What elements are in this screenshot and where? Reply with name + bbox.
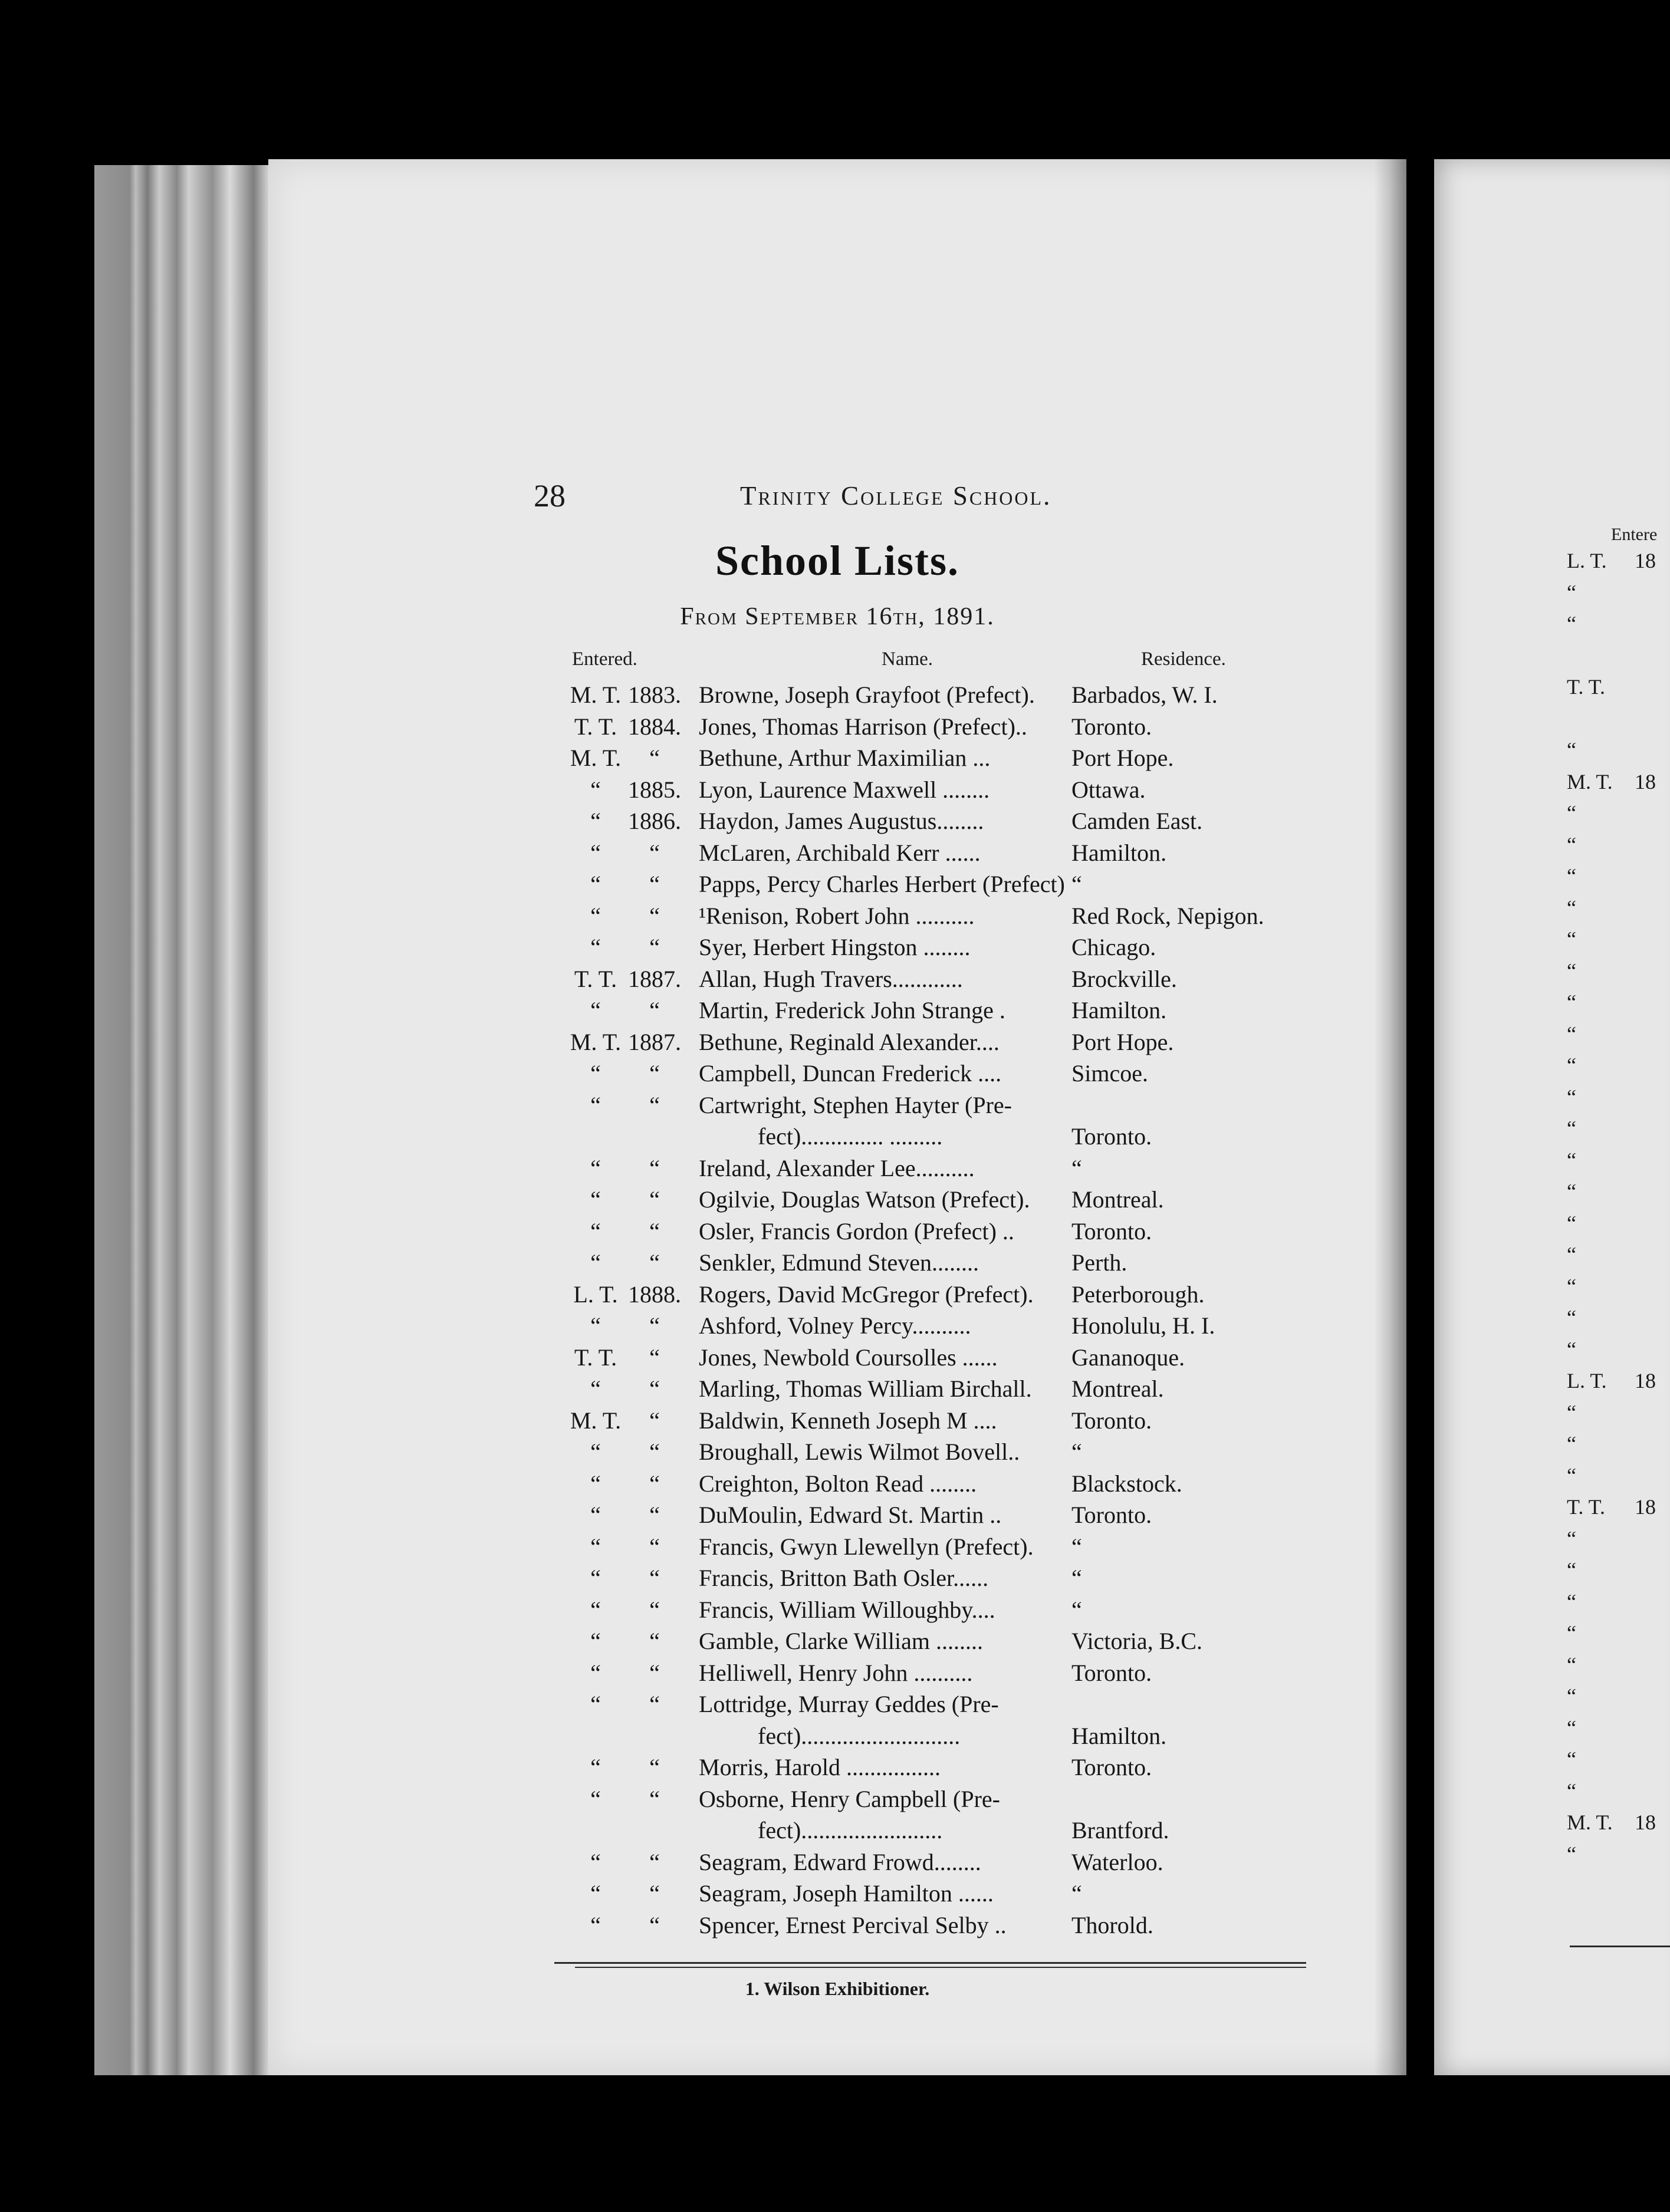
entered-year: “ [649, 1502, 660, 1528]
right-page-row [1434, 1334, 1670, 1366]
right-page-row [1434, 1618, 1670, 1650]
student-residence: Port Hope. [1071, 1028, 1174, 1055]
right-page-content [1434, 159, 1670, 2075]
table-row [268, 1499, 1406, 1531]
student-name: fect)........................... [758, 1722, 961, 1749]
table-row [268, 774, 1406, 806]
table-row [268, 1184, 1406, 1216]
right-page-row [1434, 1744, 1670, 1776]
book-gutter [1374, 159, 1427, 2075]
table-row [268, 742, 1406, 774]
entered-year: “ [649, 1880, 660, 1907]
entered-year: 1884. [628, 713, 681, 740]
entered-year: 1885. [628, 776, 681, 803]
table-row [268, 1405, 1406, 1437]
entered-year: “ [649, 745, 660, 771]
entered-year: 1883. [628, 682, 681, 708]
entered-year: “ [649, 1785, 660, 1812]
table-row [268, 868, 1406, 900]
right-page-term: “ [1567, 1022, 1576, 1046]
right-page-list [1434, 545, 1670, 1870]
student-residence: Hamilton. [1071, 997, 1167, 1023]
student-name: Osborne, Henry Campbell (Pre- [699, 1785, 1000, 1812]
entered-year: “ [649, 1691, 660, 1717]
entered-term: “ [590, 1217, 601, 1245]
table-row [268, 837, 1406, 869]
student-name: Broughall, Lewis Wilmot Bovell.. [699, 1439, 1020, 1465]
student-residence: Perth. [1071, 1249, 1127, 1276]
right-page-term: “ [1567, 1621, 1576, 1645]
right-page-term: “ [1567, 1463, 1576, 1487]
student-name: Jones, Thomas Harrison (Prefect).. [699, 713, 1027, 740]
footnote-rule [554, 1962, 1306, 1964]
footnote-rule-thin [575, 1967, 1306, 1968]
table-row [268, 1279, 1406, 1311]
right-page-row [1434, 545, 1670, 577]
right-page-term: “ [1567, 959, 1576, 983]
table-row [268, 1594, 1406, 1626]
entered-term: T. T. [574, 1344, 617, 1371]
right-page-row [1434, 735, 1670, 766]
student-residence: Hamilton. [1071, 1722, 1167, 1749]
right-page-row [1434, 1681, 1670, 1713]
entered-year: “ [649, 1533, 660, 1560]
column-header-name: Name. [882, 649, 933, 670]
right-page-row [1434, 577, 1670, 609]
right-page-entered-header: Entere [1611, 525, 1658, 544]
right-page-term: L. T. [1567, 1369, 1607, 1393]
right-page-row [1434, 1239, 1670, 1271]
right-page-row [1434, 956, 1670, 988]
table-row [268, 1783, 1406, 1815]
table-row [268, 1026, 1406, 1058]
right-page-term: “ [1567, 1526, 1576, 1551]
right-page-row [1434, 1397, 1670, 1429]
entered-year: “ [649, 1154, 660, 1181]
table-row [268, 1058, 1406, 1089]
entered-year: “ [649, 1407, 660, 1434]
right-page-row [1434, 1776, 1670, 1808]
right-page-term: “ [1567, 1148, 1576, 1172]
right-page-term: “ [1567, 580, 1576, 604]
right-page-term: “ [1567, 1117, 1576, 1140]
entered-term: “ [590, 776, 601, 803]
entered-term: “ [590, 1091, 601, 1118]
entered-term: “ [590, 1060, 601, 1087]
right-page-term: “ [1567, 1684, 1576, 1708]
entered-year: “ [649, 839, 660, 866]
entered-year: “ [649, 1911, 660, 1938]
entered-term: M. T. [570, 682, 622, 708]
table-row [268, 1247, 1406, 1279]
list-date-subtitle: From September 16th, 1891. [680, 603, 995, 630]
student-name: Gamble, Clarke William ........ [699, 1628, 983, 1654]
entered-year: “ [649, 934, 660, 960]
right-page-row [1434, 1713, 1670, 1744]
student-residence: Camden East. [1071, 808, 1203, 834]
table-row [268, 1310, 1406, 1342]
entered-term: “ [590, 1596, 601, 1623]
entered-year: “ [649, 1312, 660, 1339]
student-name: Campbell, Duncan Frederick .... [699, 1060, 1002, 1087]
entered-year: “ [649, 1848, 660, 1875]
right-page-term: “ [1567, 1274, 1576, 1298]
right-page-row [1434, 1271, 1670, 1303]
entered-term: “ [590, 871, 601, 897]
entered-year: “ [649, 1659, 660, 1686]
page-number: 28 [534, 478, 566, 514]
student-residence: “ [1071, 1596, 1082, 1623]
right-page-row [1434, 608, 1670, 640]
right-page-term: T. T. [1567, 1495, 1605, 1519]
entered-term: “ [590, 1659, 601, 1686]
student-name: Cartwright, Stephen Hayter (Pre- [699, 1091, 1012, 1118]
student-residence: Simcoe. [1071, 1060, 1148, 1087]
student-name: ¹Renison, Robert John .......... [699, 902, 975, 929]
student-name: fect)........................ [758, 1817, 943, 1844]
entered-term: “ [590, 1502, 601, 1528]
right-page-row [1434, 1460, 1670, 1492]
student-name: Spencer, Ernest Percival Selby .. [699, 1911, 1007, 1938]
entered-term: “ [590, 1848, 601, 1875]
right-page-term: “ [1567, 927, 1576, 951]
student-name: Ogilvie, Douglas Watson (Prefect). [699, 1186, 1030, 1213]
right-page-term: “ [1567, 1400, 1576, 1424]
student-list [268, 679, 1406, 1941]
table-row [268, 679, 1406, 711]
right-page-term: “ [1567, 990, 1576, 1014]
student-residence: Toronto. [1071, 1659, 1152, 1686]
right-page-row [1434, 1807, 1670, 1839]
student-name: Creighton, Bolton Read ........ [699, 1470, 977, 1497]
entered-year: “ [649, 1628, 660, 1654]
student-residence: Toronto. [1071, 1217, 1152, 1245]
student-name: Lyon, Laurence Maxwell ........ [699, 776, 990, 803]
student-name: Lottridge, Murray Geddes (Pre- [699, 1691, 999, 1717]
right-page-row [1434, 1302, 1670, 1334]
right-page-row [1434, 830, 1670, 861]
right-page-term: “ [1567, 1558, 1576, 1582]
student-name: Francis, Britton Bath Osler...... [699, 1565, 989, 1591]
right-page-row [1434, 1365, 1670, 1397]
student-residence: Montreal. [1071, 1375, 1164, 1402]
column-header-entered: Entered. [572, 649, 637, 670]
running-header: Trinity College School. [740, 481, 1052, 511]
student-name: Papps, Percy Charles Herbert (Prefect) [699, 871, 1065, 897]
right-page-term: T. T. [1567, 675, 1605, 699]
student-residence: Thorold. [1071, 1911, 1153, 1938]
student-name: Bethune, Arthur Maximilian ... [699, 745, 991, 771]
entered-term: “ [590, 902, 601, 929]
right-page-year: 18 [1635, 1495, 1656, 1519]
entered-term: “ [590, 1754, 601, 1780]
right-page-row [1434, 1839, 1670, 1871]
right-page-row [1434, 640, 1670, 672]
right-page-term: “ [1567, 1306, 1576, 1329]
student-residence: Ottawa. [1071, 776, 1146, 803]
entered-year: “ [649, 1186, 660, 1213]
student-residence: Hamilton. [1071, 839, 1167, 866]
student-residence: Peterborough. [1071, 1281, 1205, 1308]
student-residence: “ [1071, 1880, 1082, 1907]
entered-term: “ [590, 1628, 601, 1654]
right-page-term: “ [1567, 738, 1576, 762]
student-residence: “ [1071, 871, 1082, 897]
entered-term: “ [590, 1565, 601, 1591]
table-row [268, 1121, 1406, 1153]
entered-term: “ [590, 1154, 601, 1181]
right-page-term: “ [1567, 1180, 1576, 1203]
right-page-row [1434, 987, 1670, 1019]
right-page-row [1434, 1208, 1670, 1240]
entered-term: “ [590, 1375, 601, 1402]
right-page-row [1434, 1082, 1670, 1114]
student-name: Haydon, James Augustus........ [699, 808, 984, 834]
right-page-term: M. T. [1567, 1811, 1613, 1834]
table-row [268, 995, 1406, 1026]
student-residence: Waterloo. [1071, 1848, 1163, 1875]
right-page-term: “ [1567, 1842, 1576, 1866]
right-page-row [1434, 1492, 1670, 1523]
entered-year: “ [649, 1565, 660, 1591]
entered-year: “ [649, 902, 660, 929]
table-row [268, 1468, 1406, 1500]
entered-term: “ [590, 1691, 601, 1717]
entered-year: “ [649, 1091, 660, 1118]
student-residence: Toronto. [1071, 1754, 1152, 1780]
student-name: Browne, Joseph Grayfoot (Prefect). [699, 682, 1035, 708]
student-name: Bethune, Reginald Alexander.... [699, 1028, 1000, 1055]
right-page-year: 18 [1635, 549, 1656, 572]
student-name: Allan, Hugh Travers............ [699, 965, 963, 992]
student-name: McLaren, Archibald Kerr ...... [699, 839, 981, 866]
entered-term: “ [590, 1911, 601, 1938]
student-residence: Toronto. [1071, 1407, 1152, 1434]
left-page-content [268, 159, 1406, 2075]
entered-year: 1887. [628, 965, 681, 992]
table-row [268, 1436, 1406, 1468]
entered-term: “ [590, 1312, 601, 1339]
right-page-term: “ [1567, 1779, 1576, 1803]
entered-term: “ [590, 1249, 601, 1276]
student-residence: Montreal. [1071, 1186, 1164, 1213]
right-page-year: 18 [1635, 1369, 1656, 1393]
table-row [268, 1910, 1406, 1941]
right-page-row [1434, 1586, 1670, 1618]
table-row [268, 1878, 1406, 1910]
student-name: Ireland, Alexander Lee.......... [699, 1154, 975, 1181]
entered-term: T. T. [574, 965, 617, 992]
right-page-row [1434, 1555, 1670, 1586]
student-name: Osler, Francis Gordon (Prefect) .. [699, 1217, 1014, 1245]
right-page-row [1434, 703, 1670, 735]
right-page-row [1434, 1523, 1670, 1555]
student-residence: Victoria, B.C. [1071, 1628, 1203, 1654]
right-page-term: “ [1567, 612, 1576, 636]
right-page-row [1434, 861, 1670, 893]
entered-year: “ [649, 1754, 660, 1780]
student-name: Senkler, Edmund Steven........ [699, 1249, 979, 1276]
entered-term: M. T. [570, 1407, 622, 1434]
entered-term: “ [590, 1880, 601, 1907]
right-page-row [1434, 672, 1670, 703]
table-row [268, 1720, 1406, 1752]
entered-term: “ [590, 997, 601, 1023]
student-name: Seagram, Edward Frowd........ [699, 1848, 981, 1875]
table-row [268, 1531, 1406, 1563]
right-page-term: L. T. [1567, 549, 1607, 572]
student-name: Martin, Frederick John Strange . [699, 997, 1005, 1023]
footnote: 1. Wilson Exhibitioner. [745, 1978, 930, 1999]
right-page-term: “ [1567, 1211, 1576, 1235]
entered-year: “ [649, 1060, 660, 1087]
right-page-row [1434, 1176, 1670, 1208]
right-page-term: “ [1567, 1432, 1576, 1456]
table-row [268, 963, 1406, 995]
entered-term: “ [590, 1533, 601, 1560]
student-residence: Chicago. [1071, 934, 1156, 960]
student-residence: Brockville. [1071, 965, 1177, 992]
entered-year: 1887. [628, 1028, 681, 1055]
right-page-term: “ [1567, 896, 1576, 920]
table-row [268, 931, 1406, 963]
section-title: School Lists. [715, 537, 960, 584]
right-page-term: “ [1567, 801, 1576, 825]
entered-year: “ [649, 1217, 660, 1245]
right-page-term: “ [1567, 1747, 1576, 1771]
table-row [268, 1153, 1406, 1184]
table-row [268, 1373, 1406, 1405]
right-page-row [1434, 1113, 1670, 1145]
right-page-row [1434, 924, 1670, 956]
right-page-row [1434, 1145, 1670, 1177]
student-residence: Toronto. [1071, 1502, 1152, 1528]
entered-term: “ [590, 839, 601, 866]
entered-term: “ [590, 1470, 601, 1497]
entered-year: “ [649, 1249, 660, 1276]
student-name: Syer, Herbert Hingston ........ [699, 934, 971, 960]
table-row [268, 1657, 1406, 1689]
student-name: Ashford, Volney Percy.......... [699, 1312, 971, 1339]
entered-year: “ [649, 1439, 660, 1465]
table-row [268, 1846, 1406, 1878]
table-row [268, 1752, 1406, 1783]
right-page-row [1434, 798, 1670, 830]
table-row [268, 900, 1406, 932]
right-page-year: 18 [1635, 1811, 1656, 1834]
right-page-row [1434, 1050, 1670, 1082]
student-residence: “ [1071, 1565, 1082, 1591]
table-row [268, 1342, 1406, 1374]
column-header-residence: Residence. [1141, 649, 1226, 670]
student-name: Francis, Gwyn Llewellyn (Prefect). [699, 1533, 1034, 1560]
student-residence: Toronto. [1071, 713, 1152, 740]
right-page-row [1434, 1650, 1670, 1681]
table-row [268, 1089, 1406, 1121]
left-page [268, 159, 1406, 2075]
entered-year: “ [649, 1344, 660, 1371]
table-row [268, 1216, 1406, 1247]
right-page-row [1434, 1019, 1670, 1051]
right-page-term: “ [1567, 1085, 1576, 1109]
student-residence: Brantford. [1071, 1817, 1169, 1844]
right-page-footnote-rule [1570, 1946, 1670, 1947]
student-name: Helliwell, Henry John .......... [699, 1659, 973, 1686]
student-name: fect).............. ......... [758, 1123, 943, 1150]
entered-term: “ [590, 808, 601, 834]
right-page-year: 18 [1635, 769, 1656, 794]
table-row [268, 1815, 1406, 1846]
entered-term: “ [590, 1785, 601, 1812]
entered-year: 1888. [628, 1281, 681, 1308]
student-residence: Barbados, W. I. [1071, 682, 1218, 708]
entered-year: “ [649, 1596, 660, 1623]
student-residence: Red Rock, Nepigon. [1071, 902, 1264, 929]
entered-term: “ [590, 934, 601, 960]
student-residence: “ [1071, 1533, 1082, 1560]
entered-term: T. T. [574, 713, 617, 740]
right-page-term: “ [1567, 832, 1576, 857]
entered-year: “ [649, 997, 660, 1023]
student-name: Francis, William Willoughby.... [699, 1596, 995, 1623]
student-name: Rogers, David McGregor (Prefect). [699, 1281, 1034, 1308]
entered-term: “ [590, 1186, 601, 1213]
right-page-term: “ [1567, 1243, 1576, 1266]
student-residence: “ [1071, 1439, 1082, 1465]
student-name: Seagram, Joseph Hamilton ...... [699, 1880, 994, 1907]
student-name: Morris, Harold ................ [699, 1754, 941, 1780]
entered-year: “ [649, 1470, 660, 1497]
table-row [268, 711, 1406, 743]
student-name: DuMoulin, Edward St. Martin .. [699, 1502, 1002, 1528]
table-row [268, 1688, 1406, 1720]
student-residence: Gananoque. [1071, 1344, 1185, 1371]
entered-term: M. T. [570, 745, 622, 771]
right-page-term: “ [1567, 864, 1576, 888]
student-residence: Port Hope. [1071, 745, 1174, 771]
student-name: Baldwin, Kenneth Joseph M .... [699, 1407, 997, 1434]
entered-term: L. T. [573, 1281, 618, 1308]
table-row [268, 1562, 1406, 1594]
student-name: Jones, Newbold Coursolles ...... [699, 1344, 998, 1371]
right-page-row [1434, 1428, 1670, 1460]
entered-year: “ [649, 871, 660, 897]
entered-year: “ [649, 1375, 660, 1402]
right-page-term: “ [1567, 1589, 1576, 1614]
entered-year: 1886. [628, 808, 681, 834]
right-page-term: “ [1567, 1337, 1576, 1361]
table-row [268, 1625, 1406, 1657]
right-page-partial [1434, 159, 1670, 2075]
student-residence: Honolulu, H. I. [1071, 1312, 1215, 1339]
right-page-row [1434, 893, 1670, 924]
table-row [268, 805, 1406, 837]
right-page-term: “ [1567, 1716, 1576, 1740]
student-residence: “ [1071, 1154, 1082, 1181]
right-page-term: “ [1567, 1653, 1576, 1677]
student-name: Marling, Thomas William Birchall. [699, 1375, 1032, 1402]
right-page-term: M. T. [1567, 769, 1613, 794]
student-residence: Blackstock. [1071, 1470, 1182, 1497]
right-page-term: “ [1567, 1054, 1576, 1077]
entered-term: M. T. [570, 1028, 622, 1055]
student-residence: Toronto. [1071, 1123, 1152, 1150]
right-page-row [1434, 766, 1670, 798]
entered-term: “ [590, 1439, 601, 1465]
